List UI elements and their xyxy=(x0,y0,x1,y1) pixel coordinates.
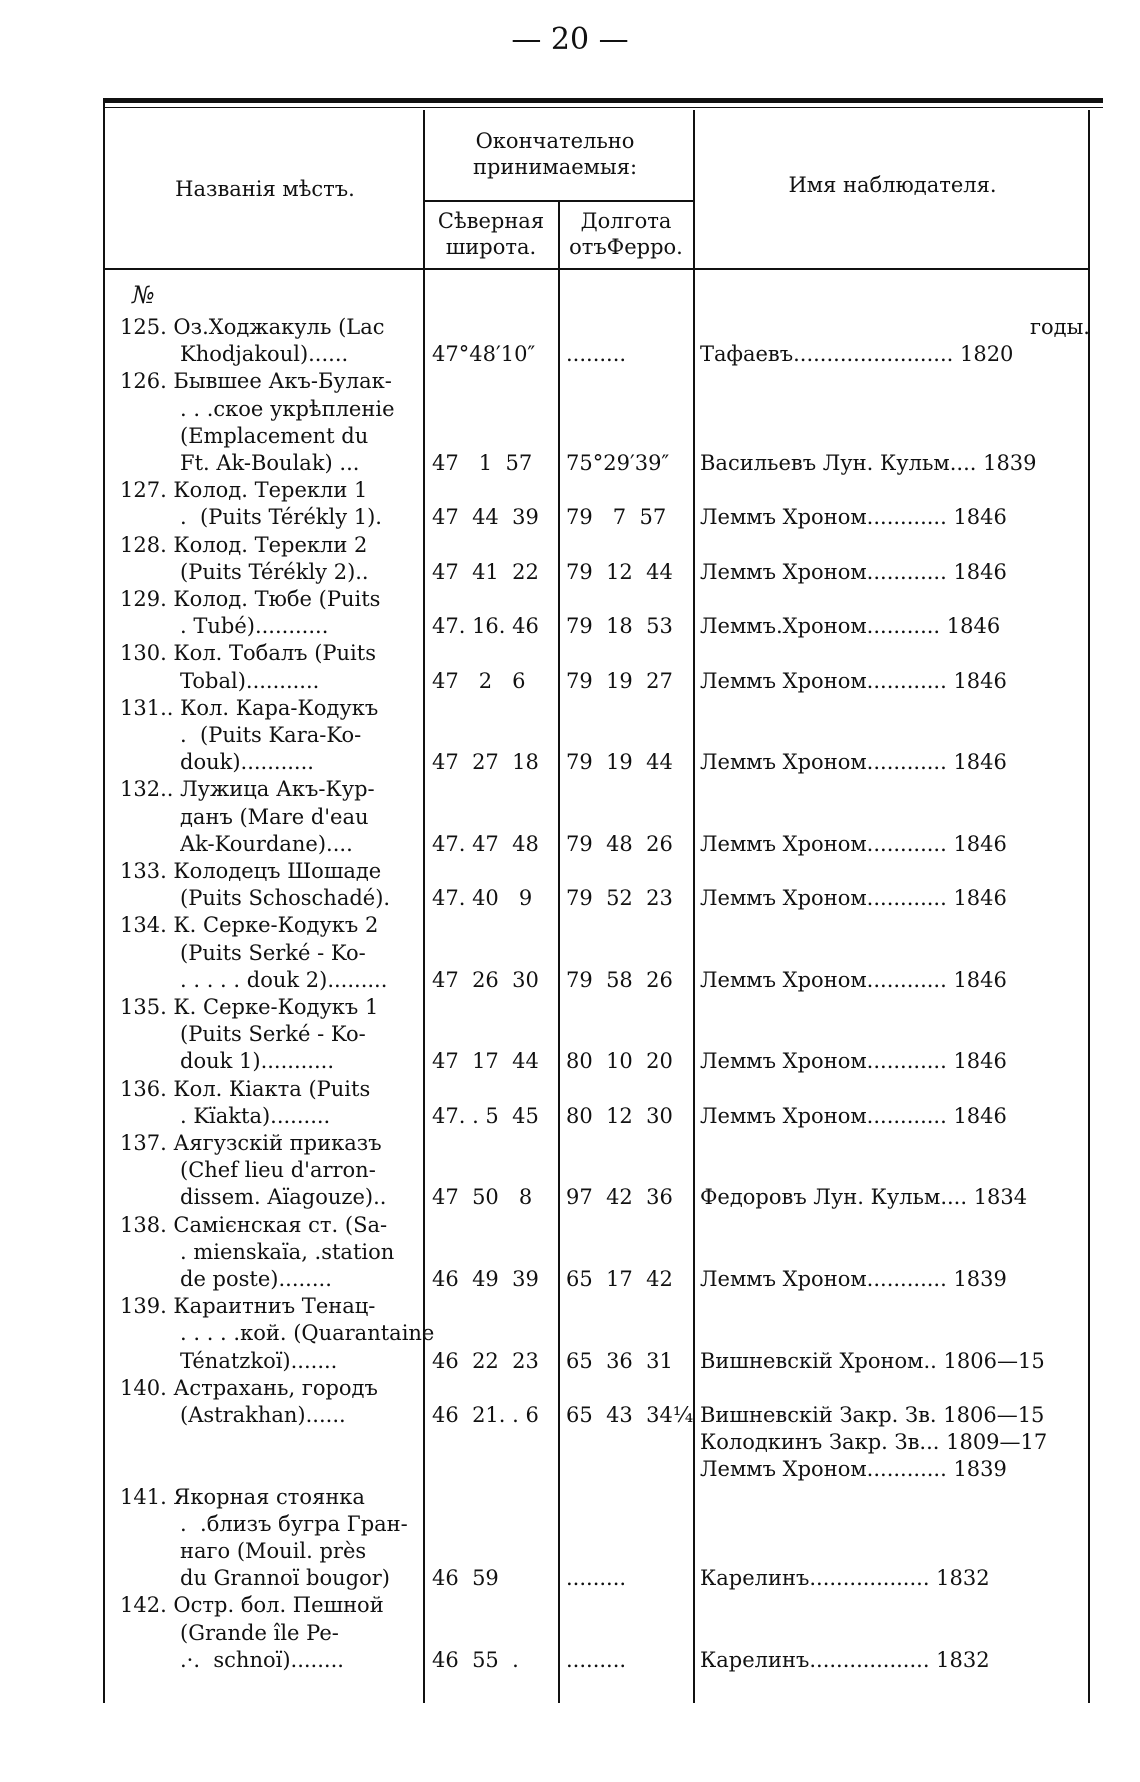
row-longitude: 97 42 36 xyxy=(566,1185,673,1210)
row-longitude: 79 18 53 xyxy=(566,614,673,639)
row-name-line: . . . . .кой. (Quarantaine xyxy=(180,1321,435,1346)
row-name-line: de poste)........ xyxy=(180,1267,332,1291)
numero-sign: № xyxy=(132,281,155,309)
row-name-line: 129. Колод. Тюбе (Puits xyxy=(120,587,381,611)
row-name-line: (Astrakhan)...... xyxy=(180,1403,346,1427)
row-name-line: (Grande île Pe- xyxy=(180,1620,339,1645)
row-name-line: 126. Бывшее Акъ-Булак- xyxy=(120,369,392,394)
row-observer: Леммъ Хроном............ 1846 xyxy=(700,1049,1007,1074)
row-observer: Леммъ Хроном............ 1846 xyxy=(700,505,1007,530)
row-observer: Леммъ Хроном............ 1846 xyxy=(700,886,1007,911)
row-observer: Леммъ.Хроном........... 1846 xyxy=(700,614,1001,639)
table-left-border xyxy=(103,98,105,1703)
row-longitude: 65 36 31 xyxy=(566,1348,673,1373)
row-name-line: наго (Mouil. près xyxy=(180,1539,367,1563)
row-name-line: (Puits Schoschadé). xyxy=(180,886,391,911)
row-name-line: (Puits Serké - Ko- xyxy=(180,1022,366,1047)
row-name-line: . mienskaïa, .station xyxy=(180,1239,395,1264)
row-latitude: 46 22 23 xyxy=(432,1348,539,1373)
row-name-line: 133. Колодецъ Шошаде xyxy=(120,859,382,883)
row-name-line: . Kïakta)......... xyxy=(180,1103,331,1128)
row-name-line: . (Puits Kara-Ko- xyxy=(180,723,362,747)
row-latitude: 46 55 . xyxy=(432,1647,519,1672)
row-name-line: 142. Остр. бол. Пешной xyxy=(120,1593,384,1618)
row-name-line: 137. Аягузскій приказъ xyxy=(120,1131,382,1155)
row-name-line: . .близъ бугра Гран- xyxy=(180,1511,408,1536)
row-longitude: 79 19 27 xyxy=(566,668,673,693)
column-divider-lon xyxy=(693,110,695,1703)
row-longitude: ......... xyxy=(566,1647,627,1672)
extra-observer-line: Леммъ Хроном............ 1839 xyxy=(700,1457,1007,1482)
row-latitude: 47. . 5 45 xyxy=(432,1103,539,1128)
row-latitude: 46 49 39 xyxy=(432,1267,539,1291)
row-name-line: .·. schnoï)........ xyxy=(180,1647,344,1672)
row-observer: Тафаевъ........................ 1820 xyxy=(700,342,1014,367)
row-name-line: . . . . . douk 2)......... xyxy=(180,967,388,992)
row-name-line: dissem. Aïagouze).. xyxy=(180,1185,387,1210)
row-name-line: Ft. Ak-Boulak) ... xyxy=(180,451,360,475)
row-observer: Леммъ Хроном............ 1846 xyxy=(700,668,1007,693)
row-name-line: 135. К. Серке-Кодукъ 1 xyxy=(120,995,379,1019)
header-bottom-rule xyxy=(103,268,1090,270)
row-longitude: 79 12 44 xyxy=(566,559,673,584)
row-name-line: Ténatzkoï)....... xyxy=(180,1348,338,1373)
row-name-line: . . .ское укрѣпленіе xyxy=(180,396,395,421)
row-name-line: douk)........... xyxy=(180,750,314,775)
row-latitude: 47. 16. 46 xyxy=(432,614,539,639)
row-latitude: 46 21. . 6 xyxy=(432,1403,539,1427)
row-name-line: . Tubé)........... xyxy=(180,614,329,639)
row-name-line: 134. К. Серке-Кодукъ 2 xyxy=(120,913,379,938)
table-top-rule-thin xyxy=(103,107,1103,108)
row-observer: Леммъ Хроном............ 1839 xyxy=(700,1267,1007,1291)
row-observer: Карелинъ.................. 1832 xyxy=(700,1566,990,1591)
row-longitude: ......... xyxy=(566,342,627,367)
page-number: — 20 — xyxy=(511,22,629,57)
header-final: Окончательно принимаемыя: xyxy=(472,129,638,179)
row-longitude: 79 58 26 xyxy=(566,967,673,992)
row-longitude: ......... xyxy=(566,1566,627,1591)
row-name-line: 139. Караитниъ Тенац- xyxy=(120,1294,376,1319)
row-latitude: 47 50 8 xyxy=(432,1185,533,1210)
row-observer: Леммъ Хроном............ 1846 xyxy=(700,967,1007,992)
column-divider-lat xyxy=(558,202,560,1703)
row-longitude: 75°29′39″ xyxy=(566,451,670,475)
row-observer: Леммъ Хроном............ 1846 xyxy=(700,831,1007,856)
row-latitude: 47. 47 48 xyxy=(432,831,539,856)
years-label: годы. xyxy=(1030,315,1090,339)
row-longitude: 79 19 44 xyxy=(566,750,673,775)
row-longitude: 79 52 23 xyxy=(566,886,673,911)
row-name-line: 127. Колод. Терекли 1 xyxy=(120,478,368,503)
row-name-line: Tobal)........... xyxy=(180,668,320,693)
row-longitude: 79 7 57 xyxy=(566,505,667,530)
row-name-line: 136. Кол. Кіакта (Puits xyxy=(120,1076,371,1101)
row-longitude: 65 17 42 xyxy=(566,1267,673,1291)
header-names: Названія мѣстъ. xyxy=(175,177,355,201)
header-lon: Долгота отъФерро. xyxy=(569,209,683,259)
row-name-line: (Chef lieu d'arron- xyxy=(180,1158,376,1183)
row-observer: Федоровъ Лун. Кульм.... 1834 xyxy=(700,1185,1028,1210)
row-observer: Васильевъ Лун. Кульм.... 1839 xyxy=(700,451,1037,475)
row-observer: Карелинъ.................. 1832 xyxy=(700,1647,990,1672)
row-observer: Вишневскій Хроном.. 1806—15 xyxy=(700,1348,1045,1373)
row-name-line: (Emplacement du xyxy=(180,423,369,448)
row-name-line: 128. Колод. Терекли 2 xyxy=(120,532,368,557)
row-latitude: 47. 40 9 xyxy=(432,886,533,911)
row-latitude: 47 1 57 xyxy=(432,451,533,475)
row-name-line: 138. Самієнская ст. (Sa- xyxy=(120,1212,388,1237)
row-name-line: данъ (Mare d'eau xyxy=(180,804,369,829)
row-name-line: 130. Кол. Тобалъ (Puits xyxy=(120,641,376,666)
row-name-line: Ak-Kourdane).... xyxy=(180,831,353,856)
row-name-line: (Puits Térékly 2).. xyxy=(180,559,369,584)
row-name-line: . (Puits Térékly 1). xyxy=(180,505,382,530)
row-name-line: 140. Астрахань, городъ xyxy=(120,1375,378,1400)
table-top-rule xyxy=(103,98,1103,103)
header-observer: Имя наблюдателя. xyxy=(788,173,997,197)
row-observer: Вишневскій Закр. Зв. 1806—15 xyxy=(700,1403,1045,1427)
row-longitude: 80 12 30 xyxy=(566,1103,673,1128)
row-name-line: 131.. Кол. Кара-Кодукъ xyxy=(120,695,379,720)
row-latitude: 47 26 30 xyxy=(432,967,539,992)
row-name-line: (Puits Serké - Ko- xyxy=(180,940,366,965)
row-name-line: Khodjakoul)...... xyxy=(180,342,349,367)
extra-observer-line: Колодкинъ Закр. Зв... 1809—17 xyxy=(700,1430,1048,1455)
row-longitude: 65 43 34¼ xyxy=(566,1403,694,1427)
row-name-line: douk 1)........... xyxy=(180,1049,334,1074)
row-name-line: du Grannoï bougor) xyxy=(180,1566,390,1591)
table-right-border xyxy=(1088,110,1090,1703)
row-longitude: 79 48 26 xyxy=(566,831,673,856)
row-longitude: 80 10 20 xyxy=(566,1049,673,1074)
row-latitude: 47 17 44 xyxy=(432,1049,539,1074)
row-name-line: 141. Якорная стоянка xyxy=(120,1484,365,1509)
row-observer: Леммъ Хроном............ 1846 xyxy=(700,750,1007,775)
row-latitude: 47 2 6 xyxy=(432,668,526,693)
header-subrule xyxy=(423,200,695,202)
row-observer: Леммъ Хроном............ 1846 xyxy=(700,559,1007,584)
row-latitude: 47 27 18 xyxy=(432,750,539,775)
row-observer: Леммъ Хроном............ 1846 xyxy=(700,1103,1007,1128)
row-latitude: 47 41 22 xyxy=(432,559,539,584)
row-latitude: 47 44 39 xyxy=(432,505,539,530)
header-lat: Сѣверная широта. xyxy=(437,209,545,259)
row-name-line: 125. Оз.Ходжакуль (Lac xyxy=(120,315,385,339)
row-latitude: 46 59 xyxy=(432,1566,499,1591)
row-latitude: 47°48′10″ xyxy=(432,342,536,367)
row-name-line: 132.. Лужица Акъ-Кур- xyxy=(120,777,375,802)
